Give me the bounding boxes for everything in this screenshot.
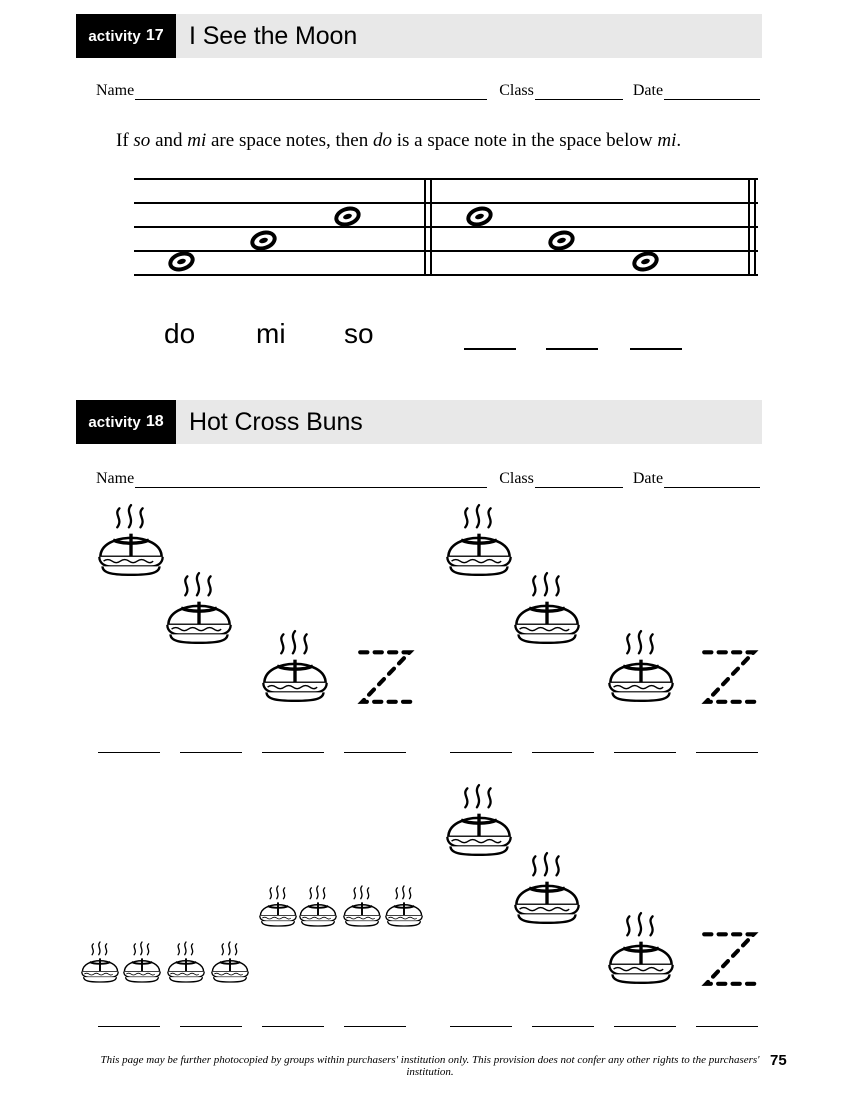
syllable-so: so [344, 318, 374, 349]
instruction-italic-do: do [372, 130, 392, 151]
syllable-blank-1[interactable] [464, 348, 516, 350]
activity-17-instruction [116, 130, 681, 152]
instruction-part-2: and [150, 130, 188, 151]
syllable-do: do [164, 318, 196, 349]
instruction-part-4: is a space note in the space below [391, 130, 658, 151]
staff-line-2 [134, 250, 758, 252]
activity-18-date-field[interactable] [664, 474, 760, 488]
activity-17-date-label: Date [632, 82, 664, 99]
row1-answer-blank-2[interactable] [180, 752, 242, 753]
bun-large-6 [606, 628, 676, 704]
row1-answer-blank-4[interactable] [344, 752, 406, 753]
row2-answer-blank-6[interactable] [532, 1026, 594, 1027]
bun-large-1 [96, 502, 166, 578]
row1-answer-blank-8[interactable] [696, 752, 758, 753]
note-do-1 [166, 248, 198, 274]
bun-small-3 [342, 884, 382, 928]
activity-17-title: I See the Moon [189, 21, 358, 50]
activity-18-name-field[interactable] [135, 474, 487, 488]
page-number: 75 [770, 1052, 787, 1069]
activity-17-class-field[interactable] [535, 86, 623, 100]
row2-answer-blank-2[interactable] [180, 1026, 242, 1027]
activity-17-tag [76, 14, 176, 58]
instruction-italic-so: so [133, 130, 151, 151]
note-do-2 [630, 248, 662, 274]
instruction-part-5: . [676, 130, 682, 151]
bun-small-5 [80, 940, 120, 984]
activity-18-date-label: Date [632, 470, 664, 487]
activity-18-class-field[interactable] [535, 474, 623, 488]
row2-answer-blank-4[interactable] [344, 1026, 406, 1027]
bun-small-7 [166, 940, 206, 984]
activity-18-tag-word: activity [88, 413, 141, 431]
bun-small-2 [298, 884, 338, 928]
bun-large-4 [444, 502, 514, 578]
row2-answer-blank-5[interactable] [450, 1026, 512, 1027]
activity-18-class-label: Class [499, 470, 534, 487]
bun-small-8 [210, 940, 250, 984]
bun-large-7 [444, 782, 514, 858]
bun-small-1 [258, 884, 298, 928]
staff-line-3 [134, 226, 758, 228]
rest-z-3 [700, 926, 762, 997]
rest-z-1 [356, 644, 418, 715]
activity-18-tag [76, 400, 176, 444]
bun-large-8 [512, 850, 582, 926]
instruction-part-1: If [116, 130, 134, 151]
activity-17-tag-number: 17 [145, 27, 164, 44]
staff-line-1 [134, 274, 758, 276]
row1-answer-blank-1[interactable] [98, 752, 160, 753]
activity-18-namerow [96, 468, 760, 488]
bun-small-4 [384, 884, 424, 928]
bun-large-5 [512, 570, 582, 646]
row1-answer-blank-3[interactable] [262, 752, 324, 753]
bun-large-2 [164, 570, 234, 646]
instruction-part-3: are space notes, then [206, 130, 373, 151]
activity-17-name-field[interactable] [135, 86, 487, 100]
instruction-italic-mi: mi [187, 130, 207, 151]
row2-answer-blank-3[interactable] [262, 1026, 324, 1027]
activity-17-namerow [96, 80, 760, 100]
row1-answer-blank-7[interactable] [614, 752, 676, 753]
row2-answer-blank-8[interactable] [696, 1026, 758, 1027]
syllable-blank-3[interactable] [630, 348, 682, 350]
copyright-note: This page may be further photocopied by groups within purchasers' institution only. This provision does not confer any other rights to the purchasers' institution. [100, 1054, 760, 1078]
row1-answer-blank-5[interactable] [450, 752, 512, 753]
staff-line-5 [134, 178, 758, 180]
rest-z-2 [700, 644, 762, 715]
barline-end-1 [754, 178, 756, 276]
barline-1 [424, 178, 426, 276]
activity-17-name-label: Name [96, 82, 135, 99]
syllable-blank-2[interactable] [546, 348, 598, 350]
staff-line-4 [134, 202, 758, 204]
music-staff [134, 178, 758, 276]
activity-18-tag-number: 18 [145, 413, 164, 430]
row2-answer-blank-7[interactable] [614, 1026, 676, 1027]
activity-17-date-field[interactable] [664, 86, 760, 100]
syllable-mi: mi [256, 318, 286, 349]
activity-18-banner [76, 400, 762, 444]
activity-17-banner [76, 14, 762, 58]
row1-answer-blank-6[interactable] [532, 752, 594, 753]
activity-17-class-label: Class [499, 82, 534, 99]
activity-18-title: Hot Cross Buns [189, 407, 363, 436]
activity-18-name-label: Name [96, 470, 135, 487]
bun-small-6 [122, 940, 162, 984]
activity-17-tag-word: activity [88, 27, 141, 45]
barline-end-2 [748, 178, 750, 276]
row2-answer-blank-1[interactable] [98, 1026, 160, 1027]
bun-large-9 [606, 910, 676, 986]
barline-2 [430, 178, 432, 276]
bun-large-3 [260, 628, 330, 704]
instruction-italic-mi-2: mi [657, 130, 677, 151]
